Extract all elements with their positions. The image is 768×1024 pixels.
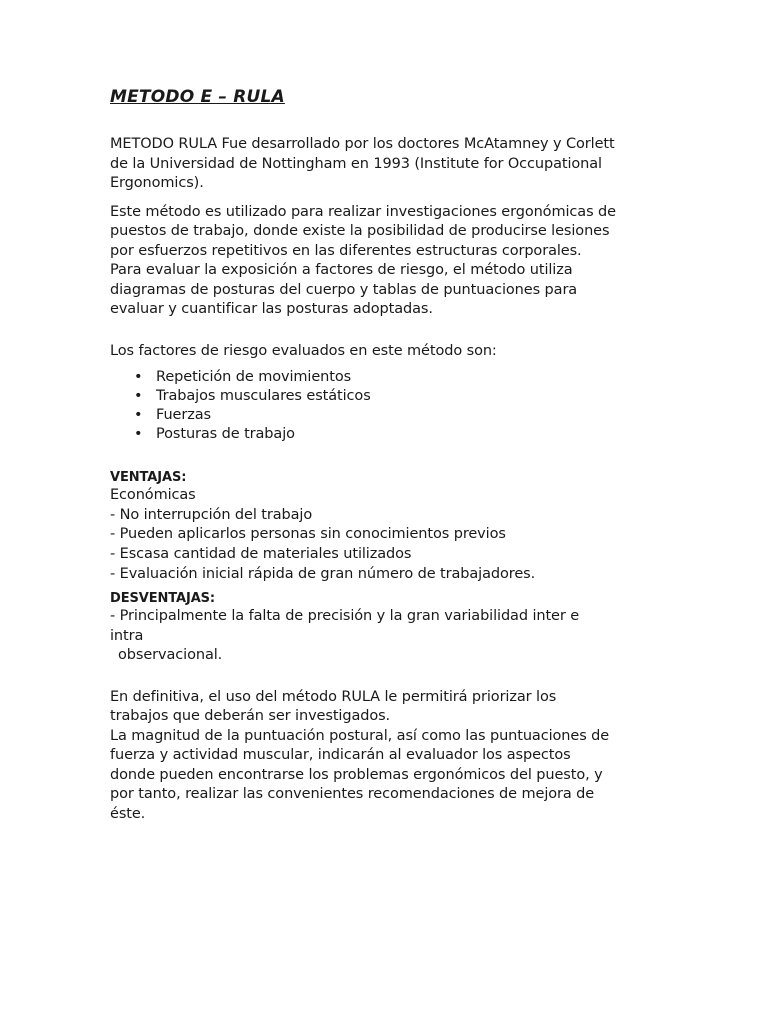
description-line: por esfuerzos repetitivos en las diferentes estructuras corporales. <box>110 242 582 259</box>
list-item <box>134 368 660 387</box>
list-item <box>134 425 660 444</box>
description-line: puestos de trabajo, donde existe la posibilidad de producirse lesiones <box>110 223 610 239</box>
document-title: METODO E – RULA <box>110 87 285 107</box>
intro-paragraph <box>110 135 660 194</box>
conclusion-line: éste. <box>110 805 146 822</box>
conclusion-line: La magnitud de la puntuación postural, así como las puntuaciones de <box>110 727 610 744</box>
intro-line: de la Universidad de Nottingham en 1993 (Institute for Occupational <box>110 155 602 172</box>
conclusion-line: por tanto, realizar las convenientes recomendaciones de mejora de <box>110 786 595 803</box>
list-item-label: Repetición de movimientos <box>156 369 352 385</box>
conclusion-line: fuerza y actividad muscular, indicarán al evaluador los aspectos <box>110 747 571 764</box>
advantage-line: - Evaluación inicial rápida de gran número de trabajadores. <box>110 565 536 582</box>
description-line: diagramas de posturas del cuerpo y tablas de puntuaciones para <box>110 281 578 298</box>
intro-line: Ergonomics). <box>110 175 204 191</box>
disadvantage-line: intra <box>110 627 144 644</box>
list-item-label: Posturas de trabajo <box>156 426 295 442</box>
conclusion-line: trabajos que deberán ser investigados. <box>110 708 391 725</box>
description-line: evaluar y cuantificar las posturas adoptadas. <box>110 301 433 317</box>
disadvantages-heading: DESVENTAJAS: <box>110 591 216 607</box>
list-item-label: Trabajos musculares estáticos <box>156 388 371 404</box>
disadvantage-line: observacional. <box>118 647 223 664</box>
advantage-line: - Escasa cantidad de materiales utilizados <box>110 546 412 563</box>
advantages-section <box>110 469 660 584</box>
list-item-label: Fuerzas <box>156 407 211 423</box>
conclusion-line: donde pueden encontrarse los problemas ergonómicos del puesto, y <box>110 766 603 783</box>
description-paragraph <box>110 203 660 320</box>
bullet-icon: • <box>134 407 143 423</box>
advantage-line: - No interrupción del trabajo <box>110 506 313 523</box>
conclusion-paragraph <box>110 688 660 825</box>
conclusion-line: En definitiva, el uso del método RULA le permitirá priorizar los <box>110 688 557 705</box>
bullet-icon: • <box>134 369 143 385</box>
advantage-line: Económicas <box>110 487 196 503</box>
advantages-heading: VENTAJAS: <box>110 470 187 485</box>
list-item <box>134 406 660 425</box>
bullet-icon: • <box>134 426 143 442</box>
disadvantages-section <box>110 590 660 666</box>
advantage-line: - Pueden aplicarlos personas sin conocimientos previos <box>110 526 506 543</box>
description-line: Para evaluar la exposición a factores de riesgo, el método utiliza <box>110 262 573 278</box>
risk-factors-intro: Los factores de riesgo evaluados en este método son: <box>110 342 497 359</box>
list-item <box>134 387 660 406</box>
description-line: Este método es utilizado para realizar investigaciones ergonómicas de <box>110 203 616 220</box>
document-page <box>110 86 660 824</box>
intro-line: METODO RULA Fue desarrollado por los doctores McAtamney y Corlett <box>110 136 615 152</box>
risk-factors-list <box>110 368 660 444</box>
bullet-icon: • <box>134 388 143 404</box>
disadvantage-line: - Principalmente la falta de precisión y la gran variabilidad inter e <box>110 608 580 625</box>
